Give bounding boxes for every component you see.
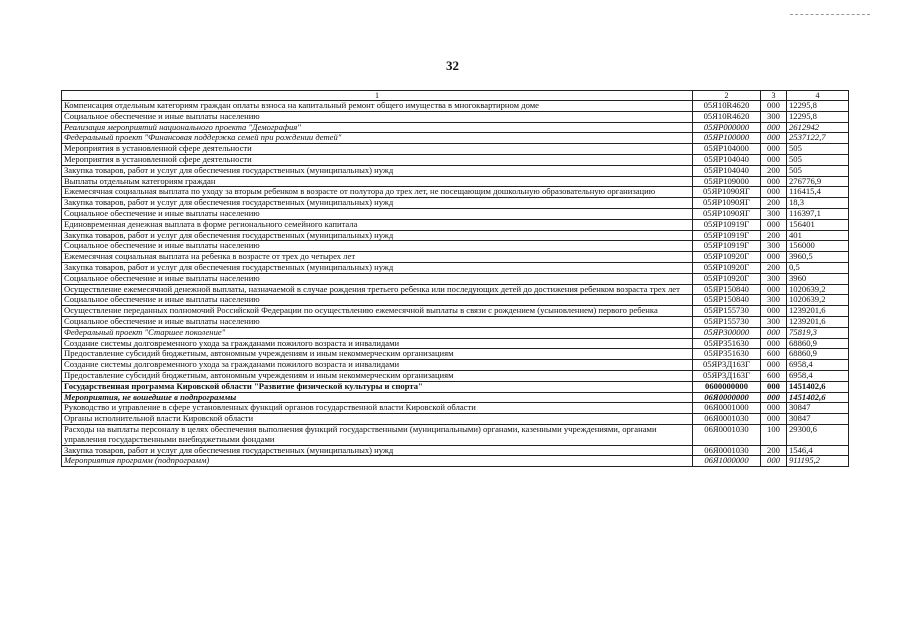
row-expense-type-cell: 600 [761, 370, 787, 381]
row-expense-type-cell: 000 [761, 306, 787, 317]
row-expense-type-cell: 300 [761, 111, 787, 122]
row-amount-cell: 3960 [787, 273, 849, 284]
row-expense-type-cell: 000 [761, 101, 787, 112]
row-amount-cell: 75819,3 [787, 327, 849, 338]
table-row [62, 403, 849, 414]
row-expense-type-cell: 000 [761, 403, 787, 414]
row-name-cell: Мероприятия в установленной сфере деятельности [62, 144, 693, 155]
row-amount-cell: 1020639,2 [787, 295, 849, 306]
table-header-row [62, 91, 849, 101]
row-expense-type-cell: 100 [761, 424, 787, 445]
row-name-cell: Предоставление субсидий бюджетным, автономным учреждениям и иным некоммерческим организациям [62, 370, 693, 381]
row-expense-type-cell: 000 [761, 252, 787, 263]
row-name-cell: Ежемесячная социальная выплата на ребенка в возрасте от трех до четырех лет [62, 252, 693, 263]
row-name-cell: Закупка товаров, работ и услуг для обеспечения государственных (муниципальных) нужд [62, 198, 693, 209]
row-name-cell: Закупка товаров, работ и услуг для обеспечения государственных (муниципальных) нужд [62, 230, 693, 241]
row-amount-cell: 12295,8 [787, 111, 849, 122]
table-row [62, 133, 849, 144]
row-code-cell: 05ЯР1090ЯГ [693, 208, 761, 219]
row-name-cell: Осуществление переданных полномочий Российской Федерации по осуществлению ежемесячной выплаты в связи с рождением (усыновлением) первого ребенка [62, 306, 693, 317]
row-amount-cell: 6958,4 [787, 360, 849, 371]
row-amount-cell: 6958,4 [787, 370, 849, 381]
header-col-3: 3 [761, 91, 787, 101]
row-amount-cell: 401 [787, 230, 849, 241]
row-amount-cell: 30847 [787, 403, 849, 414]
row-expense-type-cell: 600 [761, 349, 787, 360]
row-code-cell: 05Я10R4620 [693, 111, 761, 122]
table-row [62, 338, 849, 349]
row-expense-type-cell: 000 [761, 327, 787, 338]
row-name-cell: Органы исполнительной власти Кировской области [62, 414, 693, 425]
row-expense-type-cell: 300 [761, 208, 787, 219]
table-row [62, 316, 849, 327]
table-row [62, 424, 849, 445]
table-row [62, 273, 849, 284]
row-amount-cell: 0,5 [787, 262, 849, 273]
row-code-cell: 0600000000 [693, 381, 761, 392]
scan-corner-mark [790, 14, 870, 17]
row-name-cell: Социальное обеспечение и иные выплаты населению [62, 316, 693, 327]
table-row [62, 284, 849, 295]
row-code-cell: 05ЯР10919Г [693, 230, 761, 241]
header-col-1: 1 [62, 91, 693, 101]
row-expense-type-cell: 200 [761, 262, 787, 273]
row-expense-type-cell: 200 [761, 445, 787, 456]
row-code-cell: 06Я0001030 [693, 414, 761, 425]
row-name-cell: Руководство и управление в сфере установленных функций органов государственной власти Кировской области [62, 403, 693, 414]
row-code-cell: 05ЯР1090ЯГ [693, 187, 761, 198]
row-amount-cell: 911195,2 [787, 456, 849, 467]
row-code-cell: 05ЯР1090ЯГ [693, 198, 761, 209]
row-expense-type-cell: 000 [761, 360, 787, 371]
table-row [62, 445, 849, 456]
row-name-cell: Социальное обеспечение и иные выплаты населению [62, 208, 693, 219]
table-row [62, 306, 849, 317]
row-code-cell: 05ЯР10920Г [693, 262, 761, 273]
row-code-cell: 06Я1000000 [693, 456, 761, 467]
row-amount-cell: 1451402,6 [787, 381, 849, 392]
row-name-cell: Единовременная денежная выплата в форме регионального семейного капитала [62, 219, 693, 230]
table-row [62, 241, 849, 252]
row-amount-cell: 1546,4 [787, 445, 849, 456]
row-name-cell: Мероприятия программ (подпрограмм) [62, 456, 693, 467]
row-amount-cell: 276776,9 [787, 176, 849, 187]
row-amount-cell: 1020639,2 [787, 284, 849, 295]
row-name-cell: Выплаты отдельным категориям граждан [62, 176, 693, 187]
row-code-cell: 05ЯР104040 [693, 154, 761, 165]
row-expense-type-cell: 200 [761, 198, 787, 209]
table-row [62, 252, 849, 263]
row-expense-type-cell: 000 [761, 338, 787, 349]
row-amount-cell: 116397,1 [787, 208, 849, 219]
row-amount-cell: 1239201,6 [787, 306, 849, 317]
row-name-cell: Мероприятия в установленной сфере деятельности [62, 154, 693, 165]
header-col-4: 4 [787, 91, 849, 101]
row-name-cell: Социальное обеспечение и иные выплаты населению [62, 273, 693, 284]
row-amount-cell: 12295,8 [787, 101, 849, 112]
row-expense-type-cell: 000 [761, 414, 787, 425]
row-expense-type-cell: 000 [761, 392, 787, 403]
row-code-cell: 05ЯР104000 [693, 144, 761, 155]
row-amount-cell: 3960,5 [787, 252, 849, 263]
table-row [62, 176, 849, 187]
table-row [62, 262, 849, 273]
row-amount-cell: 1451402,6 [787, 392, 849, 403]
row-expense-type-cell: 200 [761, 165, 787, 176]
row-amount-cell: 30847 [787, 414, 849, 425]
row-code-cell: 05ЯР351630 [693, 349, 761, 360]
table-row [62, 414, 849, 425]
table-row [62, 101, 849, 112]
table-row [62, 198, 849, 209]
row-expense-type-cell: 300 [761, 241, 787, 252]
row-code-cell: 05ЯР10920Г [693, 273, 761, 284]
row-expense-type-cell: 000 [761, 219, 787, 230]
table-row [62, 219, 849, 230]
row-code-cell: 06Я0001030 [693, 445, 761, 456]
table-row [62, 165, 849, 176]
row-expense-type-cell: 000 [761, 187, 787, 198]
table-row [62, 154, 849, 165]
row-amount-cell: 68860,9 [787, 349, 849, 360]
row-amount-cell: 68860,9 [787, 338, 849, 349]
row-code-cell: 05ЯР000000 [693, 122, 761, 133]
table-body [62, 101, 849, 467]
row-code-cell: 05ЯР155730 [693, 306, 761, 317]
row-name-cell: Расходы на выплаты персоналу в целях обеспечения выполнения функций государственными (муниципальными) органами, казенными учреждениями, органами управления государственными внебюджетными фондами [62, 424, 693, 445]
row-expense-type-cell: 000 [761, 144, 787, 155]
row-name-cell: Федеральный проект "Старшее поколение" [62, 327, 693, 338]
row-expense-type-cell: 300 [761, 273, 787, 284]
table-row [62, 187, 849, 198]
row-name-cell: Создание системы долговременного ухода за гражданами пожилого возраста и инвалидами [62, 338, 693, 349]
row-amount-cell: 156401 [787, 219, 849, 230]
row-code-cell: 05ЯР100000 [693, 133, 761, 144]
row-amount-cell: 1239201,6 [787, 316, 849, 327]
row-name-cell: Государственная программа Кировской области "Развитие физической культуры и спорта" [62, 381, 693, 392]
row-code-cell: 05ЯР155730 [693, 316, 761, 327]
row-code-cell: 05ЯР150840 [693, 284, 761, 295]
row-code-cell: 05ЯР3Д163Г [693, 360, 761, 371]
table-row [62, 349, 849, 360]
row-expense-type-cell: 000 [761, 133, 787, 144]
table-row [62, 381, 849, 392]
row-code-cell: 05ЯР300000 [693, 327, 761, 338]
row-code-cell: 05ЯР351630 [693, 338, 761, 349]
row-amount-cell: 2612942 [787, 122, 849, 133]
table-row [62, 360, 849, 371]
row-expense-type-cell: 000 [761, 284, 787, 295]
table-row [62, 392, 849, 403]
row-expense-type-cell: 000 [761, 456, 787, 467]
row-code-cell: 05ЯР10920Г [693, 252, 761, 263]
row-expense-type-cell: 000 [761, 122, 787, 133]
row-name-cell: Закупка товаров, работ и услуг для обеспечения государственных (муниципальных) нужд [62, 445, 693, 456]
row-name-cell: Компенсация отдельным категориям граждан оплаты взноса на капитальный ремонт общего имущества в многоквартирном доме [62, 101, 693, 112]
table-row [62, 456, 849, 467]
row-amount-cell: 505 [787, 165, 849, 176]
row-expense-type-cell: 300 [761, 295, 787, 306]
row-name-cell: Закупка товаров, работ и услуг для обеспечения государственных (муниципальных) нужд [62, 262, 693, 273]
row-code-cell: 05Я10R4620 [693, 101, 761, 112]
row-expense-type-cell: 300 [761, 316, 787, 327]
row-name-cell: Предоставление субсидий бюджетным, автономным учреждениям и иным некоммерческим организациям [62, 349, 693, 360]
row-expense-type-cell: 200 [761, 230, 787, 241]
row-name-cell: Мероприятия, не вошедшие в подпрограммы [62, 392, 693, 403]
row-name-cell: Осуществление ежемесячной денежной выплаты, назначаемой в случае рождения третьего ребенка или последующих детей до достижения ребенком возраста трех лет [62, 284, 693, 295]
table-row [62, 230, 849, 241]
row-code-cell: 06Я0001030 [693, 424, 761, 445]
row-amount-cell: 18,3 [787, 198, 849, 209]
table-row [62, 208, 849, 219]
row-code-cell: 05ЯР150840 [693, 295, 761, 306]
row-code-cell: 05ЯР3Д163Г [693, 370, 761, 381]
header-col-2: 2 [693, 91, 761, 101]
row-code-cell: 05ЯР10919Г [693, 219, 761, 230]
row-amount-cell: 156000 [787, 241, 849, 252]
table-row [62, 111, 849, 122]
row-amount-cell: 505 [787, 154, 849, 165]
row-code-cell: 05ЯР109000 [693, 176, 761, 187]
table-row [62, 327, 849, 338]
row-name-cell: Социальное обеспечение и иные выплаты населению [62, 241, 693, 252]
row-expense-type-cell: 000 [761, 154, 787, 165]
row-name-cell: Создание системы долговременного ухода за гражданами пожилого возраста и инвалидами [62, 360, 693, 371]
row-name-cell: Ежемесячная социальная выплата по уходу за вторым ребенком в возрасте от полутора до трех лет, не посещающим дошкольную образовательную организацию [62, 187, 693, 198]
row-amount-cell: 29300,6 [787, 424, 849, 445]
table-row [62, 295, 849, 306]
table-row [62, 144, 849, 155]
budget-table [61, 90, 849, 467]
row-amount-cell: 505 [787, 144, 849, 155]
row-expense-type-cell: 000 [761, 381, 787, 392]
row-code-cell: 06Я0001000 [693, 403, 761, 414]
row-amount-cell: 116415,4 [787, 187, 849, 198]
row-code-cell: 05ЯР104040 [693, 165, 761, 176]
row-amount-cell: 2537122,7 [787, 133, 849, 144]
row-code-cell: 06Я0000000 [693, 392, 761, 403]
row-code-cell: 05ЯР10919Г [693, 241, 761, 252]
row-expense-type-cell: 000 [761, 176, 787, 187]
page-number: 32 [446, 58, 459, 73]
row-name-cell: Реализация мероприятий национального проекта "Демография" [62, 122, 693, 133]
row-name-cell: Федеральный проект "Финансовая поддержка семей при рождении детей" [62, 133, 693, 144]
row-name-cell: Закупка товаров, работ и услуг для обеспечения государственных (муниципальных) нужд [62, 165, 693, 176]
table-row [62, 122, 849, 133]
row-name-cell: Социальное обеспечение и иные выплаты населению [62, 111, 693, 122]
table-row [62, 370, 849, 381]
row-name-cell: Социальное обеспечение и иные выплаты населению [62, 295, 693, 306]
